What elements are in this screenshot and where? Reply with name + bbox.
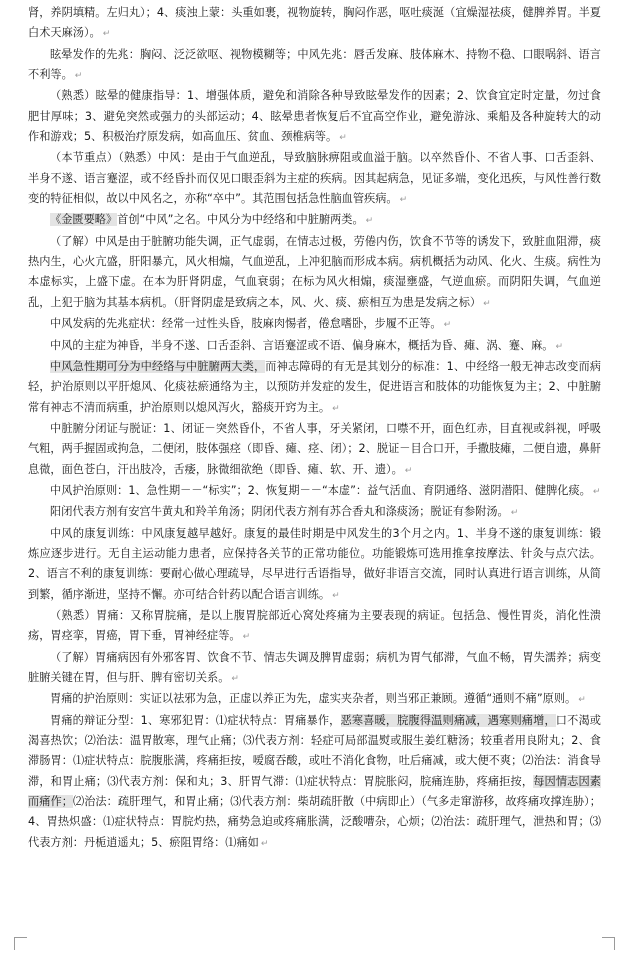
paragraph	[28, 45, 601, 87]
text-segment: 而神志障碍的有无是其划分的标准：1、中经络一般无神志改变而病轻，护治原则以平肝熄风、化痰祛瘀通络为主，以预防并发症的发生，促进语言和肢体的功能恢复为主；2、中脏腑常有神志不清而病重，护治原则以熄风泻火，豁痰开窍为主。	[28, 359, 601, 414]
text-segment: （了解）中风是由于脏腑功能失调，正气虚弱，在情志过极，劳倦内伤，饮食不节等的诱发下，致脏血阻滞，痰热内生，心火亢盛，肝阳暴亢，风火相煽，气血逆乱，上冲犯脑而形成本病。病机概括为动风、化火、生痰。病性为本虚标实，上盛下虚。在本为肝肾阴虚，气血衰弱；在标为风火相煽，痰湿壅盛，气逆血瘀。而阴阳失调，气血逆乱，上犯于脑为其基本病机。（肝肾阴虚是致病之本，风、火、痰、瘀相互为患是发病之标）	[28, 234, 601, 309]
text-segment: 阳闭代表方剂有安宫牛黄丸和羚羊角汤；阴闭代表方剂有苏合香丸和涤痰汤；脱证有参附汤。	[50, 505, 509, 519]
paragraph-mark-icon: ↵	[443, 320, 452, 331]
paragraph-mark-icon: ↵	[332, 403, 340, 414]
text-segment: （了解）胃痛病因有外邪客胃、饮食不节、情志失调及脾胃虚弱；病机为胃气郁滞，气血不畅，胃失濡养；病变脏腑关键在胃，但与肝、脾有密切关系。	[28, 650, 601, 684]
text-segment: 中风发病的先兆症状：经常一过性头昏，肢麻肉惕者，倦怠嗜卧，步履不正等。	[50, 317, 442, 331]
paragraph-mark-icon: ↵	[592, 486, 601, 497]
paragraph	[28, 419, 601, 481]
paragraph	[28, 148, 601, 210]
page-corner-mark-left	[14, 937, 27, 950]
paragraph	[28, 524, 601, 606]
text-segment: 眩晕发作的先兆：胸闷、泛泛欲呕、视物模糊等；中风先兆：唇舌发麻、肢体麻木、持物不稳、口眼㖞斜、语言不利等。	[28, 47, 601, 82]
text-segment: 中风的主症为神昏，半身不遂、口舌歪斜、言语蹇涩或不语、偏身麻木，概括为昏、瘫、涡、蹇、麻。	[50, 338, 554, 352]
paragraph-mark-icon: ↵	[483, 298, 491, 309]
paragraph-mark-icon: ↵	[578, 695, 586, 706]
paragraph-mark-icon: ↵	[332, 590, 340, 601]
paragraph	[28, 711, 601, 854]
paragraph-mark-icon: ↵	[102, 29, 111, 40]
paragraph	[28, 648, 601, 690]
text-segment: 中风护治原则：1、急性期－－“标实”；2、恢复期－－“本虚”：益气活血、育阴通络、滋阴潜阳、健脾化痰。	[50, 483, 591, 497]
paragraph-mark-icon: ↵	[510, 508, 519, 519]
highlighted-text: 中风急性期可分为中经络与中脏腑两大类，	[50, 359, 266, 373]
text-segment: 首创“中风”之名。中风分为中经络和中脏腑两类。	[117, 213, 364, 227]
text-segment: （熟悉）胃痛：又称胃脘痛，是以上腹胃脘部近心窝处疼痛为主要表现的病证。包括急、慢性胃炎，消化性溃疡，胃痉挛，胃癌，胃下垂，胃神经症等。	[28, 608, 601, 643]
page-corner-mark-right	[602, 937, 615, 950]
text-segment: 胃痛的护治原则：实证以祛邪为急，正虚以养正为先，虚实夹杂者，则当邪正兼顾。遵循“通则不痛”原则。	[50, 692, 577, 706]
highlighted-text: 每因情志因素而痛作；	[28, 774, 601, 809]
paragraph-mark-icon: ↵	[231, 674, 239, 684]
paragraph-mark-icon: ↵	[242, 632, 251, 643]
text-segment: 胃痛的辩证分型：1、寒邪犯胃：⑴症状特点：胃痛暴作，	[50, 713, 341, 727]
text-segment: 肾，养阴填精。左归丸）；4、痰浊上蒙：头重如裹，视物旋转，胸闷作恶，呕吐痰涎（宜燥湿祛痰，健脾养胃。半夏白术天麻汤）。	[28, 6, 601, 40]
highlighted-text: 恶寒喜暖，脘腹得温则痛减，遇寒则痛增，	[340, 713, 556, 727]
paragraph-mark-icon: ↵	[399, 195, 408, 206]
paragraph	[28, 3, 601, 45]
text-segment: 中脏腑分闭证与脱证：1、闭证－突然昏仆，不省人事，牙关紧闭，口噤不开，面色红赤，目直视或斜视，呼吸气粗，两手握固或拘急，二便闭，肢体强痉（即昏、瘫、痉、闭）；2、脱证－目合口开，手撒肢瘫，二便自遗，鼻鼾息微，面色苍白，汗出肢冷，舌痿，脉微细欲绝（即昏、瘫、软、开、遗）。	[28, 421, 601, 476]
text-segment: 口不渴或渴喜热饮；⑵治法：温胃散寒，理气止痛；⑶代表方剂：轻症可局部温熨或服生姜红糖汤；较重者用良附丸；2、食滞肠胃：⑴症状特点：脘腹胀满，疼痛拒按，嗳腐吞酸，或吐不消化食物，吐后痛减，或大便不爽；⑵治法：消食导滞，和胃止痛；⑶代表方剂：保和丸；3、肝胃气滞：⑴症状特点：胃脘胀闷，脘痛连胁，疼痛拒按，	[28, 713, 601, 788]
paragraph	[28, 502, 601, 523]
paragraph	[28, 689, 601, 710]
paragraph	[28, 481, 601, 502]
paragraph	[28, 314, 601, 335]
paragraph	[28, 357, 601, 419]
paragraph-mark-icon: ↵	[339, 133, 347, 144]
paragraph-mark-icon: ↵	[260, 838, 269, 849]
paragraph	[28, 210, 601, 231]
paragraph-mark-icon: ↵	[74, 71, 83, 82]
text-segment: （本节重点）（熟悉）中风：是由于气血逆乱，导致脑脉痹阻或血溢于脑。以卒然昏仆、不省人事、口舌歪斜、半身不遂、语言蹇涩，或不经昏扑而仅见口眼歪斜为主症的疾病。因其起病急，见证多端，变化迅疾，与风性善行数变的特征相似，故以中风名之，亦称“卒中”。其范围包括急性脑血管疾病。	[28, 151, 601, 206]
paragraph	[28, 86, 601, 148]
text-segment: 中风的康复训练：中风康复越早越好。康复的最佳时期是中风发生的3个月之内。1、半身不遂的康复训练：锻炼应逐步进行。无自主运动能力患者，应保持各关节的正常功能位。功能锻炼可选用推拿按摩法、针灸与点穴法。2、语言不利的康复训练：要耐心做心理疏导，尽早进行舌语指导，做好非语言交流，同时认真进行语言训练，从简到繁，循序渐进，坚持不懈。亦可结合针药以配合语言训练。	[28, 526, 601, 601]
paragraph-mark-icon: ↵	[404, 465, 413, 476]
text-segment: ⑵治法：疏肝理气，和胃止痛；⑶代表方剂：柴胡疏肝散（中病即止）（气多走窜游移，故疼痛攻撑连胁）；4、胃热炽盛：⑴症状特点：胃脘灼热，痛势急迫或疼痛胀满，泛酸嘈杂，心烦；⑵治法：疏肝理气，泄热和胃；⑶代表方剂：丹栀逍遥丸；5、瘀阻胃络：⑴痛如	[28, 795, 601, 849]
paragraph	[28, 232, 601, 314]
paragraph-mark-icon: ↵	[365, 216, 374, 227]
paragraph-mark-icon: ↵	[555, 341, 563, 352]
paragraph	[28, 336, 601, 357]
text-segment: （熟悉）眩晕的健康指导：1、增强体质，避免和消除各种导致眩晕发作的因素；2、饮食宜定时定量，勿过食肥甘厚味；3、避免突然或强力的头部运动；4、眩晕患者恢复后不宜高空作业，避免游泳、乘船及各种旋转大的动作和游戏；5、积极治疗原发病，如高血压、贫血、颈椎病等。	[28, 89, 601, 144]
highlighted-text: 《金匮要略》	[50, 213, 118, 227]
paragraph	[28, 606, 601, 648]
